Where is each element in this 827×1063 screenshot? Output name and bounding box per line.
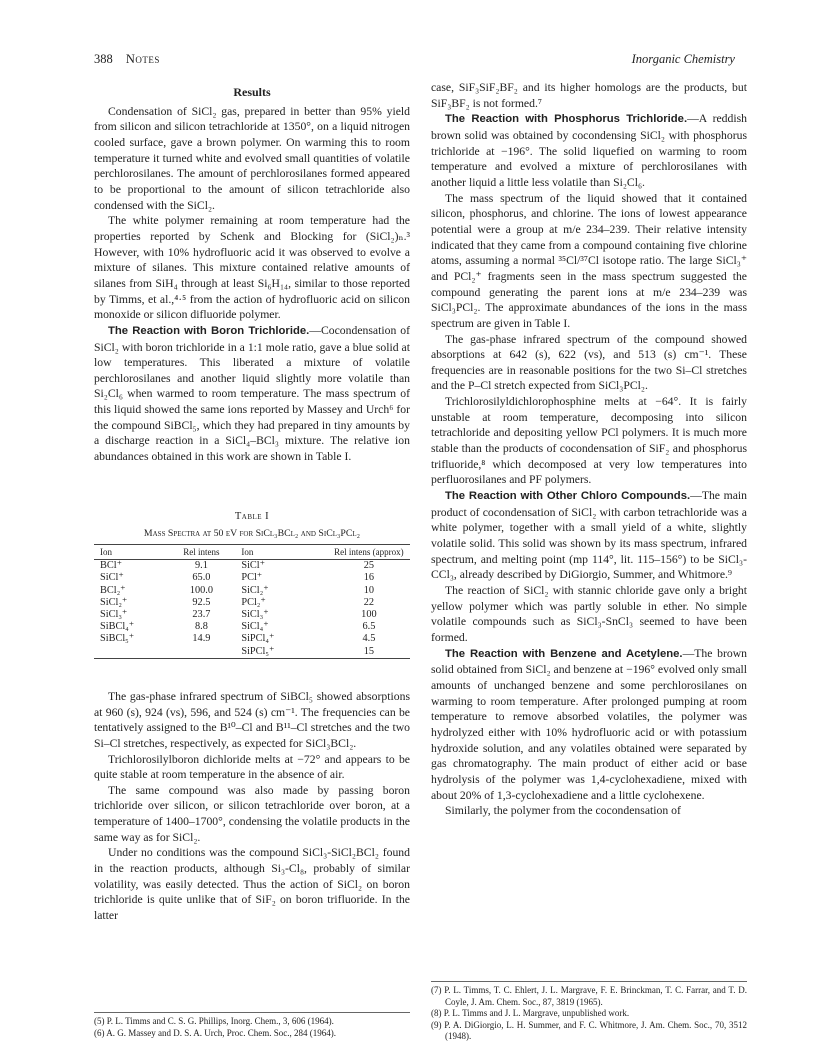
table-cell: SiCl₂⁺ [100,596,128,608]
paragraph [431,111,747,190]
paragraph-text: —The main product of cocondensation of SiCl₂ with carbon tetrachloride was a white polymer, together with a small yield of a white, slightly volatile solid. This solid was shown by its mass spectrum, infrared spectrum, and melting point (mp 114°, lit. 115–156°) to be SiCl₃-CCl₃, already described by DiGiorgio, Summer, and Whitmore.⁹ [431,489,747,582]
running-header-left [94,52,160,67]
table-cell: SiPCl₅⁺ [241,645,275,657]
right-column [431,80,747,819]
chloro-compounds-heading: The Reaction with Other Chloro Compounds. [445,490,691,503]
paragraph: The reaction of SiCl₂ with stannic chloride gave only a bright yellow polymer which was partly soluble in ether. No simple volatile compounds such as SiCl₃-SnCl₃ seemed to have been formed. [431,584,747,644]
benzene-acetylene-heading: The Reaction with Benzene and Acetylene. [445,647,683,660]
paragraph: The mass spectrum of the liquid showed that it contained silicon, phosphorus, and chlorine. The ions of lowest appearance potential were a group at m/e 234–239. Their relative intensity indicated that they came from a compound containing five chlorine atoms, assuming a normal ³⁵Cl/³⁷Cl isotope ratio. The large SiCl₃⁺ and PCl₂⁺ fragments seen in the mass spectrum suggested the compound generating the parent ions at m/e 234–239 was SiCl₃PCl₂. The approximate abundances of the ions in the mass spectrum are given in Table I. [431,191,747,330]
table-row [94,585,410,597]
paragraph: The white polymer remaining at room temperature had the properties reported by Schenk and Blocking for (SiCl₂)ₙ.³ However, with 10% hydrofluoric acid it was observed to evolve a mixture of silanes. This mixture contained relative amounts of silanes from SiH₄ through at least Si₆H₁₄, similar to those reported by Timms, et al.,⁴·⁵ from the action of hydrofluoric acid on silicon monoxide or silicon difluoride polymer. [94,214,410,322]
paragraph: case, SiF₃SiF₂BF₂ and its higher homologs are the products, but SiF₃BF₂ is not formed.⁷ [431,81,747,110]
paragraph [431,488,747,583]
table-cell: SiCl₃⁺ [241,609,269,621]
table-row [94,572,410,584]
paragraph: Trichlorosilyldichlorophosphine melts at −64°. It is fairly unstable at room temperature, decomposing into silicon tetrachloride and depositing yellow PCl polymers. It is much more stable than the products of cocondensation of SiF₂ and phosphorus trifluoride,⁸ which decomposed at very low temperatures into perfluorosilanes and PF polymers. [431,395,747,487]
table-header-row [94,545,410,560]
boron-trichloride-heading: The Reaction with Boron Trichloride. [108,324,310,337]
paragraph: The same compound was also made by passing boron trichloride over silicon, or silicon tetrachloride over boron, at a temperature of 1400–1700°, condensing the volatile products in the same way as for SiCl₂. [94,783,410,844]
table-cell: SiBCl₄⁺ [100,621,135,633]
paragraph: Trichlorosilylboron dichloride melts at −72° and appears to be quite stable at room temperature in the absence of air. [94,752,410,782]
paragraph: Similarly, the polymer from the cocondensation of [445,804,681,818]
footnote: (9) P. A. DiGiorgio, L. H. Summer, and F. C. Whitmore, J. Am. Chem. Soc., 70, 3512 (1948). [431,1019,747,1042]
table-cell: SiCl⁺ [100,572,124,584]
section-name: Notes [125,52,160,66]
paragraph-text: —Cocondensation of SiCl₂ with boron trichloride in a 1:1 mole ratio, gave a blue solid at low temperatures. This liberated a mixture of volatile perchlorosilanes and another liquid slightly more volatile than Si₂Cl₆ when warmed to room temperature. The mass spectrum of this liquid showed the same ions reported by Massey and Urch⁶ for the compound SiBCl₅, which they had prepared in tiny amounts by a discharge reaction in a SiCl₄–BCl₃ mixture. The relative ion abundances obtained in this work are shown in Table I. [94,323,410,464]
footnotes-right [431,981,747,1043]
table-cell: 100.0 [189,584,214,596]
column-header: Rel intens [164,545,240,560]
table-row [94,621,410,633]
table-cell: 4.5 [362,633,376,645]
table-cell: 92.5 [192,596,211,608]
column-header: Ion [239,545,327,560]
column-header: Ion [94,545,164,560]
table-cell: 10 [363,584,375,596]
table-cell: BCl⁺ [100,560,123,572]
table-cell: 15 [363,645,375,657]
paragraph-text: —A reddish brown solid was obtained by cocondensing SiCl₂ with phosphorus trichloride at −196°. The solid liquefied on warming to room temperature and evolved a mixture of perchlorosilanes with another liquid a little less volatile than Si₂Cl₆. [431,112,747,189]
table-cell: BCl₂⁺ [100,584,126,596]
column-header: Rel intens (approx) [328,545,410,560]
table-cell: SiCl₄⁺ [241,621,269,633]
table-cell: PCl₂⁺ [241,596,266,608]
table-cell: 100 [361,609,377,621]
table-cell: 23.7 [192,609,211,621]
table-row [94,633,410,645]
table-cell: 65.0 [192,572,211,584]
table-cell: SiBCl₅⁺ [100,633,135,645]
journal-name: Inorganic Chemistry [631,52,735,66]
paragraph: The gas-phase infrared spectrum of the compound showed absorptions at 642 (s), 622 (vs), and 513 (s) cm⁻¹. These frequencies are in reasonable positions for the two Si–Cl stretches and the P–Cl stretch expected from SiCl₃PCl₂. [431,332,747,393]
paragraph [431,646,747,804]
table-body [94,560,410,659]
page-number: 388 [94,52,113,66]
paragraph: Under no conditions was the compound SiCl₃-SiCl₂BCl₂ found in the reaction products, although Si₃-Cl₈, probably of similar volatility, was easily detected. Thus the action of SiCl₂ on boron trichloride is quite unlike that of SiF₂ on boron trifluoride. In the latter [94,846,410,923]
paragraph: Condensation of SiCl₂ gas, prepared in better than 95% yield from silicon and silicon tetrachloride at 1350°, on a liquid nitrogen cooled surface, gave a brown polymer. On warming this to room temperature it turned white and evolved small quantities of volatile perchlorosilanes. The amount of perchlorosilanes formed appeared to be proportional to the amount of silicon tetrachloride also condensed with the SiCl₂. [94,104,410,212]
table-row [94,609,410,621]
results-heading: Results [233,85,271,99]
paragraph [94,323,410,465]
paragraph-text: —The brown solid obtained from SiCl₂ and benzene at −196° evolved only small amounts of unchanged benzene and some perchlorosilanes on warming to room temperature. After prolonged pumping at room temperature to remove absorbed volatiles, the polymer was hydrolyzed either with 10% hydrofluoric acid or with potassium hydroxide solution, and any volatiles obtained were separated by gas chromatography. The main product of either acid or base hydrolysis of the polymer was 1,4-cyclohexadiene, mixed with about 20% of 1,3-cyclohexadiene and a little cyclohexene. [431,646,747,802]
table-cell: SiPCl₄⁺ [241,633,275,645]
table-row [94,646,410,659]
table-cell: 9.1 [194,560,208,572]
table-cell: 14.9 [192,633,211,645]
table-cell: PCl⁺ [241,572,263,584]
table-cell: 25 [363,560,375,572]
paragraph: The gas-phase infrared spectrum of SiBCl₅ showed absorptions at 960 (s), 924 (vs), 596, and 524 (s) cm⁻¹. The frequencies can be tentatively assigned to the B¹⁰–Cl and B¹¹–Cl stretches and the two Si–Cl stretches, respectively, as expected for SiCl₃BCl₂. [94,689,410,750]
footnote: (8) P. L. Timms and J. L. Margrave, unpublished work. [431,1008,630,1019]
table-cell: SiCl₂⁺ [241,584,269,596]
table-cell [94,646,164,659]
left-column [94,80,410,924]
table-row [94,597,410,609]
table-cell: SiCl⁺ [241,560,266,572]
table-cell: 16 [363,572,375,584]
table-subtitle: Mass Spectra at 50 eV for SiCl₃BCl₂ and SiCl₃PCl₂ [143,528,361,540]
mass-spectra-table [94,544,410,659]
table-cell: 22 [363,596,375,608]
table-caption: Table I [234,510,270,522]
footnotes-left [94,1012,410,1039]
table-cell: 8.8 [194,621,208,633]
footnote: (6) A. G. Massey and D. S. A. Urch, Proc. Chem. Soc., 284 (1964). [94,1027,336,1038]
phosphorus-trichloride-heading: The Reaction with Phosphorus Trichloride. [445,113,688,126]
footnote: (5) P. L. Timms and C. S. G. Phillips, Inorg. Chem., 3, 606 (1964). [94,1016,334,1026]
table-cell [164,646,240,659]
table-row [94,560,410,573]
footnote: (7) P. L. Timms, T. C. Ehlert, J. L. Margrave, F. E. Brinckman, T. C. Farrar, and T. D. Coyle, J. Am. Chem. Soc., 87, 3819 (1965). [431,985,747,1007]
table-cell: 6.5 [362,621,376,633]
table-cell: SiCl₃⁺ [100,609,128,621]
